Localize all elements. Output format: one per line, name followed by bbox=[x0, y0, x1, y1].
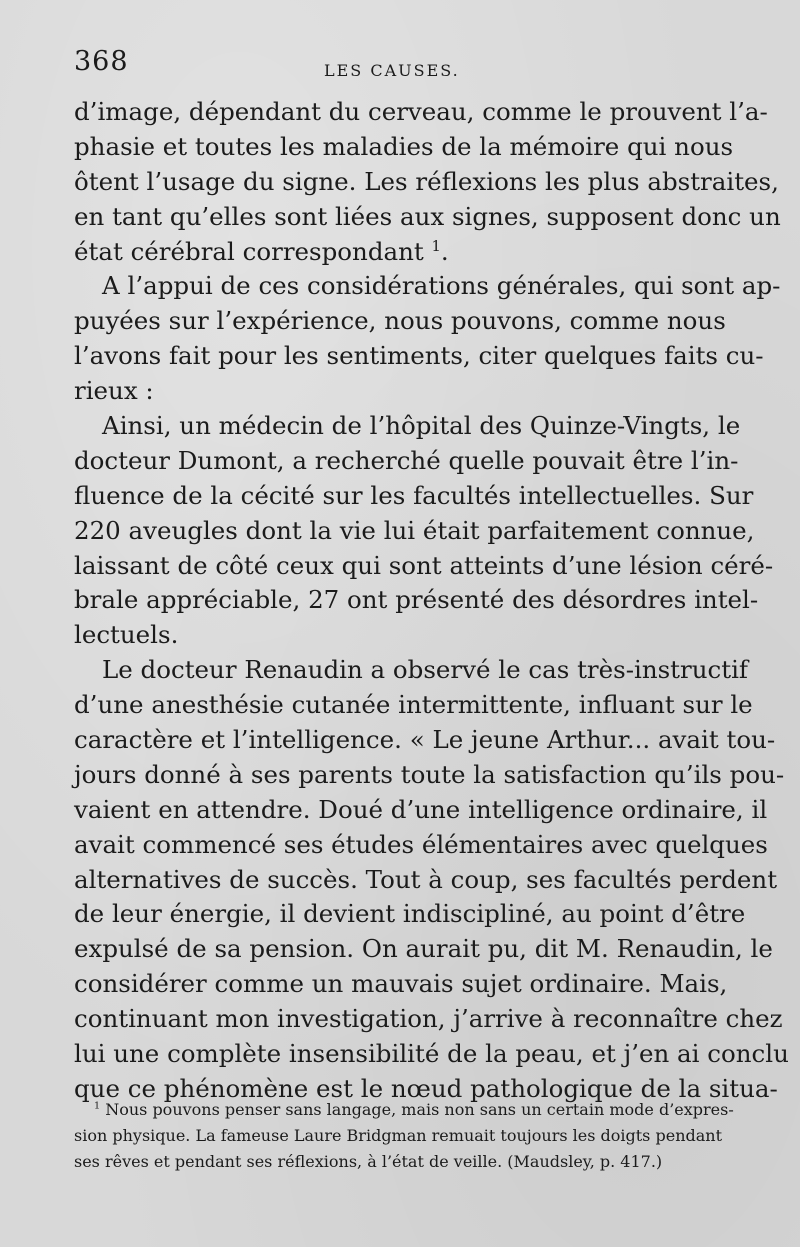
text-line: laissant de côté ceux qui sont atteints d’une lésion céré- bbox=[74, 550, 774, 580]
text-line: vaient en attendre. Doué d’une intelligence ordinaire, il bbox=[74, 794, 768, 824]
paragraph-start-line: Le docteur Renaudin a observé le cas très-instructif bbox=[102, 655, 748, 685]
footnotes bbox=[74, 1097, 734, 1175]
text-line: d’une anesthésie cutanée intermittente, influant sur le bbox=[74, 690, 753, 720]
body-text bbox=[74, 95, 789, 1107]
text-line: caractère et l’intelligence. « Le jeune Arthur... avait tou- bbox=[74, 725, 776, 755]
text-line: jours donné à ses parents toute la satisfaction qu’ils pou- bbox=[74, 759, 785, 789]
text-line-end: . bbox=[440, 236, 449, 266]
text-line: alternatives de succès. Tout à coup, ses facultés perdent bbox=[74, 864, 778, 894]
text-line: de leur énergie, il devient indiscipliné, au point d’être bbox=[74, 899, 746, 929]
text-line: lui une complète insensibilité de la peau, et j’en ai conclu bbox=[74, 1039, 789, 1069]
text-line: l’avons fait pour les sentiments, citer quelques faits cu- bbox=[74, 341, 764, 371]
text-line: lectuels. bbox=[74, 620, 179, 650]
text-line: rieux : bbox=[74, 376, 154, 406]
footnote-marker: 1 bbox=[94, 1100, 101, 1112]
text-line: avait commencé ses études élémentaires avec quelques bbox=[74, 829, 768, 859]
text-line-with-footnote-ref bbox=[74, 235, 704, 270]
paragraph-start-line: Ainsi, un médecin de l’hôpital des Quinze-Vingts, le bbox=[102, 411, 741, 441]
footnote-line: ses rêves et pendant ses réflexions, à l’état de veille. (Maudsley, p. 417.) bbox=[74, 1152, 663, 1171]
paragraph-start-line: A l’appui de ces considérations générales, qui sont ap- bbox=[102, 271, 781, 301]
text-line: phasie et toutes les maladies de la mémoire qui nous bbox=[74, 131, 734, 161]
text-line: que ce phénomène est le nœud pathologique de la situa- bbox=[74, 1073, 778, 1103]
footnote-line bbox=[74, 1097, 734, 1123]
footnote-text: Nous pouvons penser sans langage, mais non sans un certain mode d’expres- bbox=[105, 1100, 734, 1119]
text-line: en tant qu’elles sont liées aux signes, supposent donc un bbox=[74, 201, 781, 231]
footnote-reference: 1 bbox=[431, 237, 441, 255]
text-line: considérer comme un mauvais sujet ordinaire. Mais, bbox=[74, 969, 728, 999]
text-line: expulsé de sa pension. On aurait pu, dit M. Renaudin, le bbox=[74, 934, 773, 964]
text-line: ôtent l’usage du signe. Les réflexions les plus abstraites, bbox=[74, 166, 779, 196]
text-line: 220 aveugles dont la vie lui était parfaitement connue, bbox=[74, 515, 755, 545]
page-number: 368 bbox=[74, 46, 129, 77]
running-head: LES CAUSES. bbox=[324, 61, 460, 80]
text-line: brale appréciable, 27 ont présenté des désordres intel- bbox=[74, 585, 759, 615]
text-line: état cérébral correspondant bbox=[74, 236, 424, 266]
text-line: puyées sur l’expérience, nous pouvons, comme nous bbox=[74, 306, 726, 336]
text-line: docteur Dumont, a recherché quelle pouvait être l’in- bbox=[74, 445, 739, 475]
text-line: continuant mon investigation, j’arrive à reconnaître chez bbox=[74, 1004, 783, 1034]
text-line: fluence de la cécité sur les facultés intellectuelles. Sur bbox=[74, 480, 754, 510]
footnote-line: sion physique. La fameuse Laure Bridgman remuait toujours les doigts pendant bbox=[74, 1126, 723, 1145]
text-line: d’image, dépendant du cerveau, comme le prouvent l’a- bbox=[74, 97, 768, 126]
page-header bbox=[74, 46, 702, 86]
